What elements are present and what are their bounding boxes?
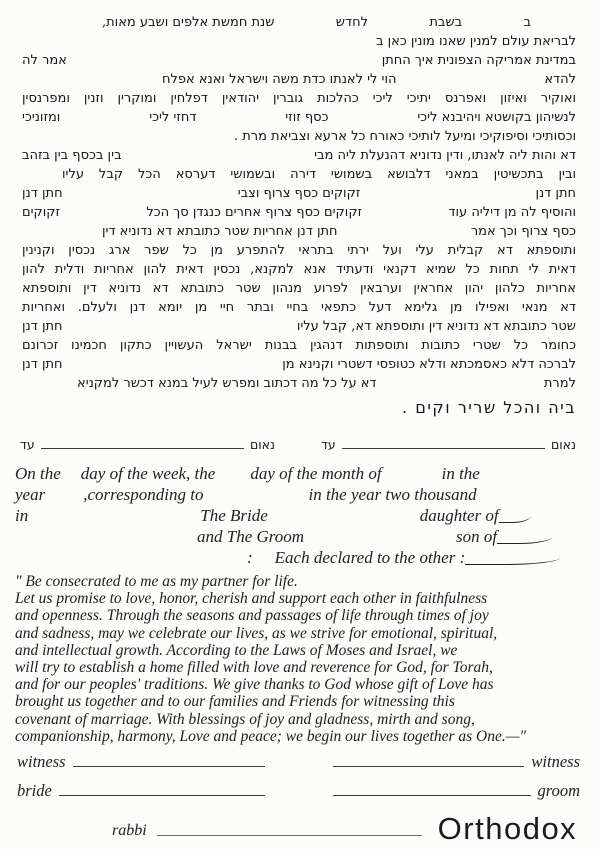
hebrew-text-segment: למרת: [543, 376, 576, 391]
bride-cell: [17, 781, 265, 801]
witness-left-signature-line: [73, 753, 265, 767]
hebrew-line: ותוספתא דא קבלית עלי ועל ירתי בתראי להתפרע מן כל שפר ארג נכסין וקנינין: [22, 243, 576, 258]
hebrew-text-segment: אמר לה: [22, 53, 67, 68]
english-date-row: [15, 464, 560, 485]
english-date-text: Each declared to the other :: [274, 548, 466, 567]
declaration-line: will try to establish a home filled with love and reverence for God, for Torah,: [15, 659, 493, 677]
english-date-text: in: [15, 506, 29, 525]
hebrew-text-segment: חתן דנן: [22, 357, 63, 372]
hebrew-text-segment: ומזוניכי: [22, 110, 61, 125]
hebrew-text-segment: בשבת: [429, 15, 463, 30]
hebrew-line: לבריאת עולם למנין שאנו מונין כאן ב: [375, 34, 576, 49]
witness-signature-row: [17, 752, 580, 781]
hebrew-ketubah-text: [0, 0, 600, 420]
attestation-suffix: עד: [321, 437, 336, 452]
hebrew-text-segment: שטר כתובתא דא נדוניא דין ותוספתא דא, קבל עליו: [296, 319, 576, 334]
hebrew-line: [22, 70, 576, 89]
witness-right-cell: [333, 752, 581, 772]
english-date-row: [15, 485, 560, 506]
hebrew-line: אחריות כלהון יהון אחראין וערבאין לפרוע מנהון שטר כתובתא דא נדוניא דין ותוספתא: [22, 281, 576, 296]
english-date-text: The Bride: [200, 506, 268, 525]
hebrew-line: ובין בתכשיטין במאני דלבושא בשמושי דירה ובשמושי דערסא הכל קבל עליו: [62, 167, 576, 182]
hebrew-line: [22, 317, 576, 336]
hebrew-line: [22, 51, 576, 70]
hebrew-line: [22, 108, 576, 127]
rabbi-label: rabbi: [112, 822, 147, 840]
flourish-dash: [497, 532, 552, 544]
witness-left-cell: [17, 752, 265, 772]
attestation-prefix: נאום: [249, 437, 275, 452]
hebrew-text-segment: דחזי ליכי: [149, 110, 197, 125]
declaration-paragraph: [0, 573, 600, 745]
english-date-row: [15, 527, 560, 548]
hebrew-line: [22, 222, 576, 241]
bride-groom-signature-row: [17, 781, 580, 810]
hebrew-text-segment: הוי לי לאנתו כדת משה וישראל ואנא אפלח: [162, 72, 397, 87]
english-date-row: [15, 548, 560, 569]
hebrew-line: [22, 13, 576, 32]
hebrew-text-segment: להדא: [544, 72, 576, 87]
english-date-text: day of the month of: [250, 464, 382, 483]
hebrew-text-segment: חתן דנן: [22, 319, 63, 334]
hebrew-text-segment: בין בכסף בין בזהב: [22, 148, 122, 163]
denomination-label: Orthodox: [437, 811, 578, 846]
hebrew-text-segment: זקוקים: [22, 205, 61, 220]
english-date-text: day of the week, the: [80, 464, 216, 483]
hebrew-line: [22, 374, 576, 393]
attestation-signature-line: [342, 436, 545, 449]
hebrew-text-segment: דא על כל מה דכתוב ומפרש לעיל במנא דכשר למקניא: [77, 376, 377, 391]
hebrew-line: דא מנאי ואפילו מן גלימא דעל כתפאי בחיי ובתר חיי מן יומא דנן ולעלם. ואחריות: [22, 300, 576, 315]
hebrew-attestation-row: [20, 436, 576, 452]
hebrew-text-segment: כסף זוזי: [285, 110, 329, 125]
witness-attestation-right: [321, 436, 576, 452]
english-date-row: [15, 506, 560, 527]
declaration-line: and sadness, may we celebrate our lives, as we strive for emotional, spiritual,: [15, 624, 498, 642]
witness-left-label: witness: [17, 752, 66, 771]
rabbi-signature-row: [17, 811, 580, 846]
hebrew-line: כחומר כל שטרי כתובות ותוספתות דנהגין בבנות ישראל העשויין כתקון חכמינו זכרונם: [22, 338, 576, 353]
hebrew-text-segment: ב: [523, 15, 531, 30]
groom-signature-line: [333, 782, 531, 796]
english-date-text: :: [247, 548, 253, 567]
hebrew-text-segment: חתן דנן: [22, 186, 63, 201]
witness-right-label: witness: [531, 752, 580, 771]
declaration-line: and intellectual growth. According to the Laws of Moses and Israel, we: [15, 641, 458, 659]
flourish-dash: [465, 553, 560, 565]
hebrew-line: ואוקיר ואיזון ואפרנס יתיכי ליכי כהלכות גוברין יהודאין דפלחין ומוקרין וזנין ומפרנסין: [22, 91, 576, 106]
hebrew-text-segment: שנת חמשת אלפים ושבע מאות,: [102, 15, 275, 30]
english-date-text: and The Groom: [197, 527, 305, 546]
hebrew-line: [22, 184, 576, 203]
hebrew-line: [22, 146, 576, 165]
hebrew-line: ביה והכל שריר וקים .: [402, 398, 576, 417]
english-date-section: [0, 464, 600, 569]
declaration-line: covenant of marriage. With blessings of joy and gladness, mirth and song,: [15, 710, 475, 728]
hebrew-text-segment: במדינת אמריקה הצפונית איך החתן: [381, 53, 576, 68]
hebrew-text-segment: זקוקים כסף צרוף אחרים כנגדן סך הכל: [146, 205, 363, 220]
attestation-signature-line: [41, 436, 244, 449]
flourish-dash: [499, 511, 531, 523]
hebrew-text-segment: לברכה דלא כאסמכתא ודלא כטופסי דשטרי וקנינא מן: [282, 357, 576, 372]
english-date-text: ,corresponding to: [83, 485, 204, 504]
hebrew-line: וכסותיכי וסיפוקיכי ומיעל לותיכי כאורח כל ארעא וצביאת מרת .: [233, 129, 576, 144]
bride-signature-line: [59, 782, 265, 796]
hebrew-text-segment: לחדש: [335, 15, 368, 30]
english-date-text: daughter of: [419, 506, 499, 525]
witness-attestation-left: [20, 436, 275, 452]
english-date-text: year: [15, 485, 46, 504]
declaration-line: " Be consecrated to me as my partner for life.: [15, 573, 298, 590]
english-date-text: On the: [15, 464, 61, 483]
rabbi-signature-line: [157, 822, 422, 836]
hebrew-text-segment: חתן דנן: [535, 186, 576, 201]
hebrew-text-segment: והוסיף לה מן דיליה עוד: [448, 205, 576, 220]
signature-section: [17, 752, 580, 846]
declaration-line: and for our peoples' traditions. We give thanks to God whose gift of Love has: [15, 676, 494, 694]
english-date-text: in the: [441, 464, 480, 483]
declaration-line: brought us together and to our families and Friends for witnessing this: [15, 693, 455, 711]
bride-label: bride: [17, 781, 52, 800]
groom-label: groom: [537, 781, 580, 800]
hebrew-text-segment: לנשיהון בקושטא ויהיבנא ליכי: [417, 110, 576, 125]
attestation-prefix: נאום: [550, 437, 576, 452]
hebrew-text-segment: כסף צרוף וכך אמר: [470, 224, 576, 239]
declaration-line: companionship, harmony, Love and peace; we begin our lives together as One.—": [15, 727, 527, 745]
declaration-line: Let us promise to love, honor, cherish and support each other in faithfulness: [15, 590, 488, 608]
english-date-text: in the year two thousand: [308, 485, 477, 504]
hebrew-line: [22, 203, 576, 222]
hebrew-line: דאית לי תחות כל שמיא דקנאי ודעתיד אנא למקנא, נכסין דאית להון אחריות ודלית להון: [22, 262, 576, 277]
attestation-suffix: עד: [20, 437, 35, 452]
witness-right-signature-line: [333, 753, 525, 767]
hebrew-text-segment: חתן דנן אחריות שטר כתובתא דא נדוניא דין: [102, 224, 338, 239]
english-date-text: son of: [456, 527, 498, 546]
groom-cell: [333, 781, 581, 801]
declaration-line: and openness. Through the seasons and passages of life through times of joy: [15, 607, 489, 625]
hebrew-text-segment: זקוקים כסף צרוף וצבי: [237, 186, 361, 201]
hebrew-line: [22, 355, 576, 374]
hebrew-text-segment: דא והות ליה לאנתו, ודין נדוניא דהנעלת ליה מבי: [314, 148, 576, 163]
